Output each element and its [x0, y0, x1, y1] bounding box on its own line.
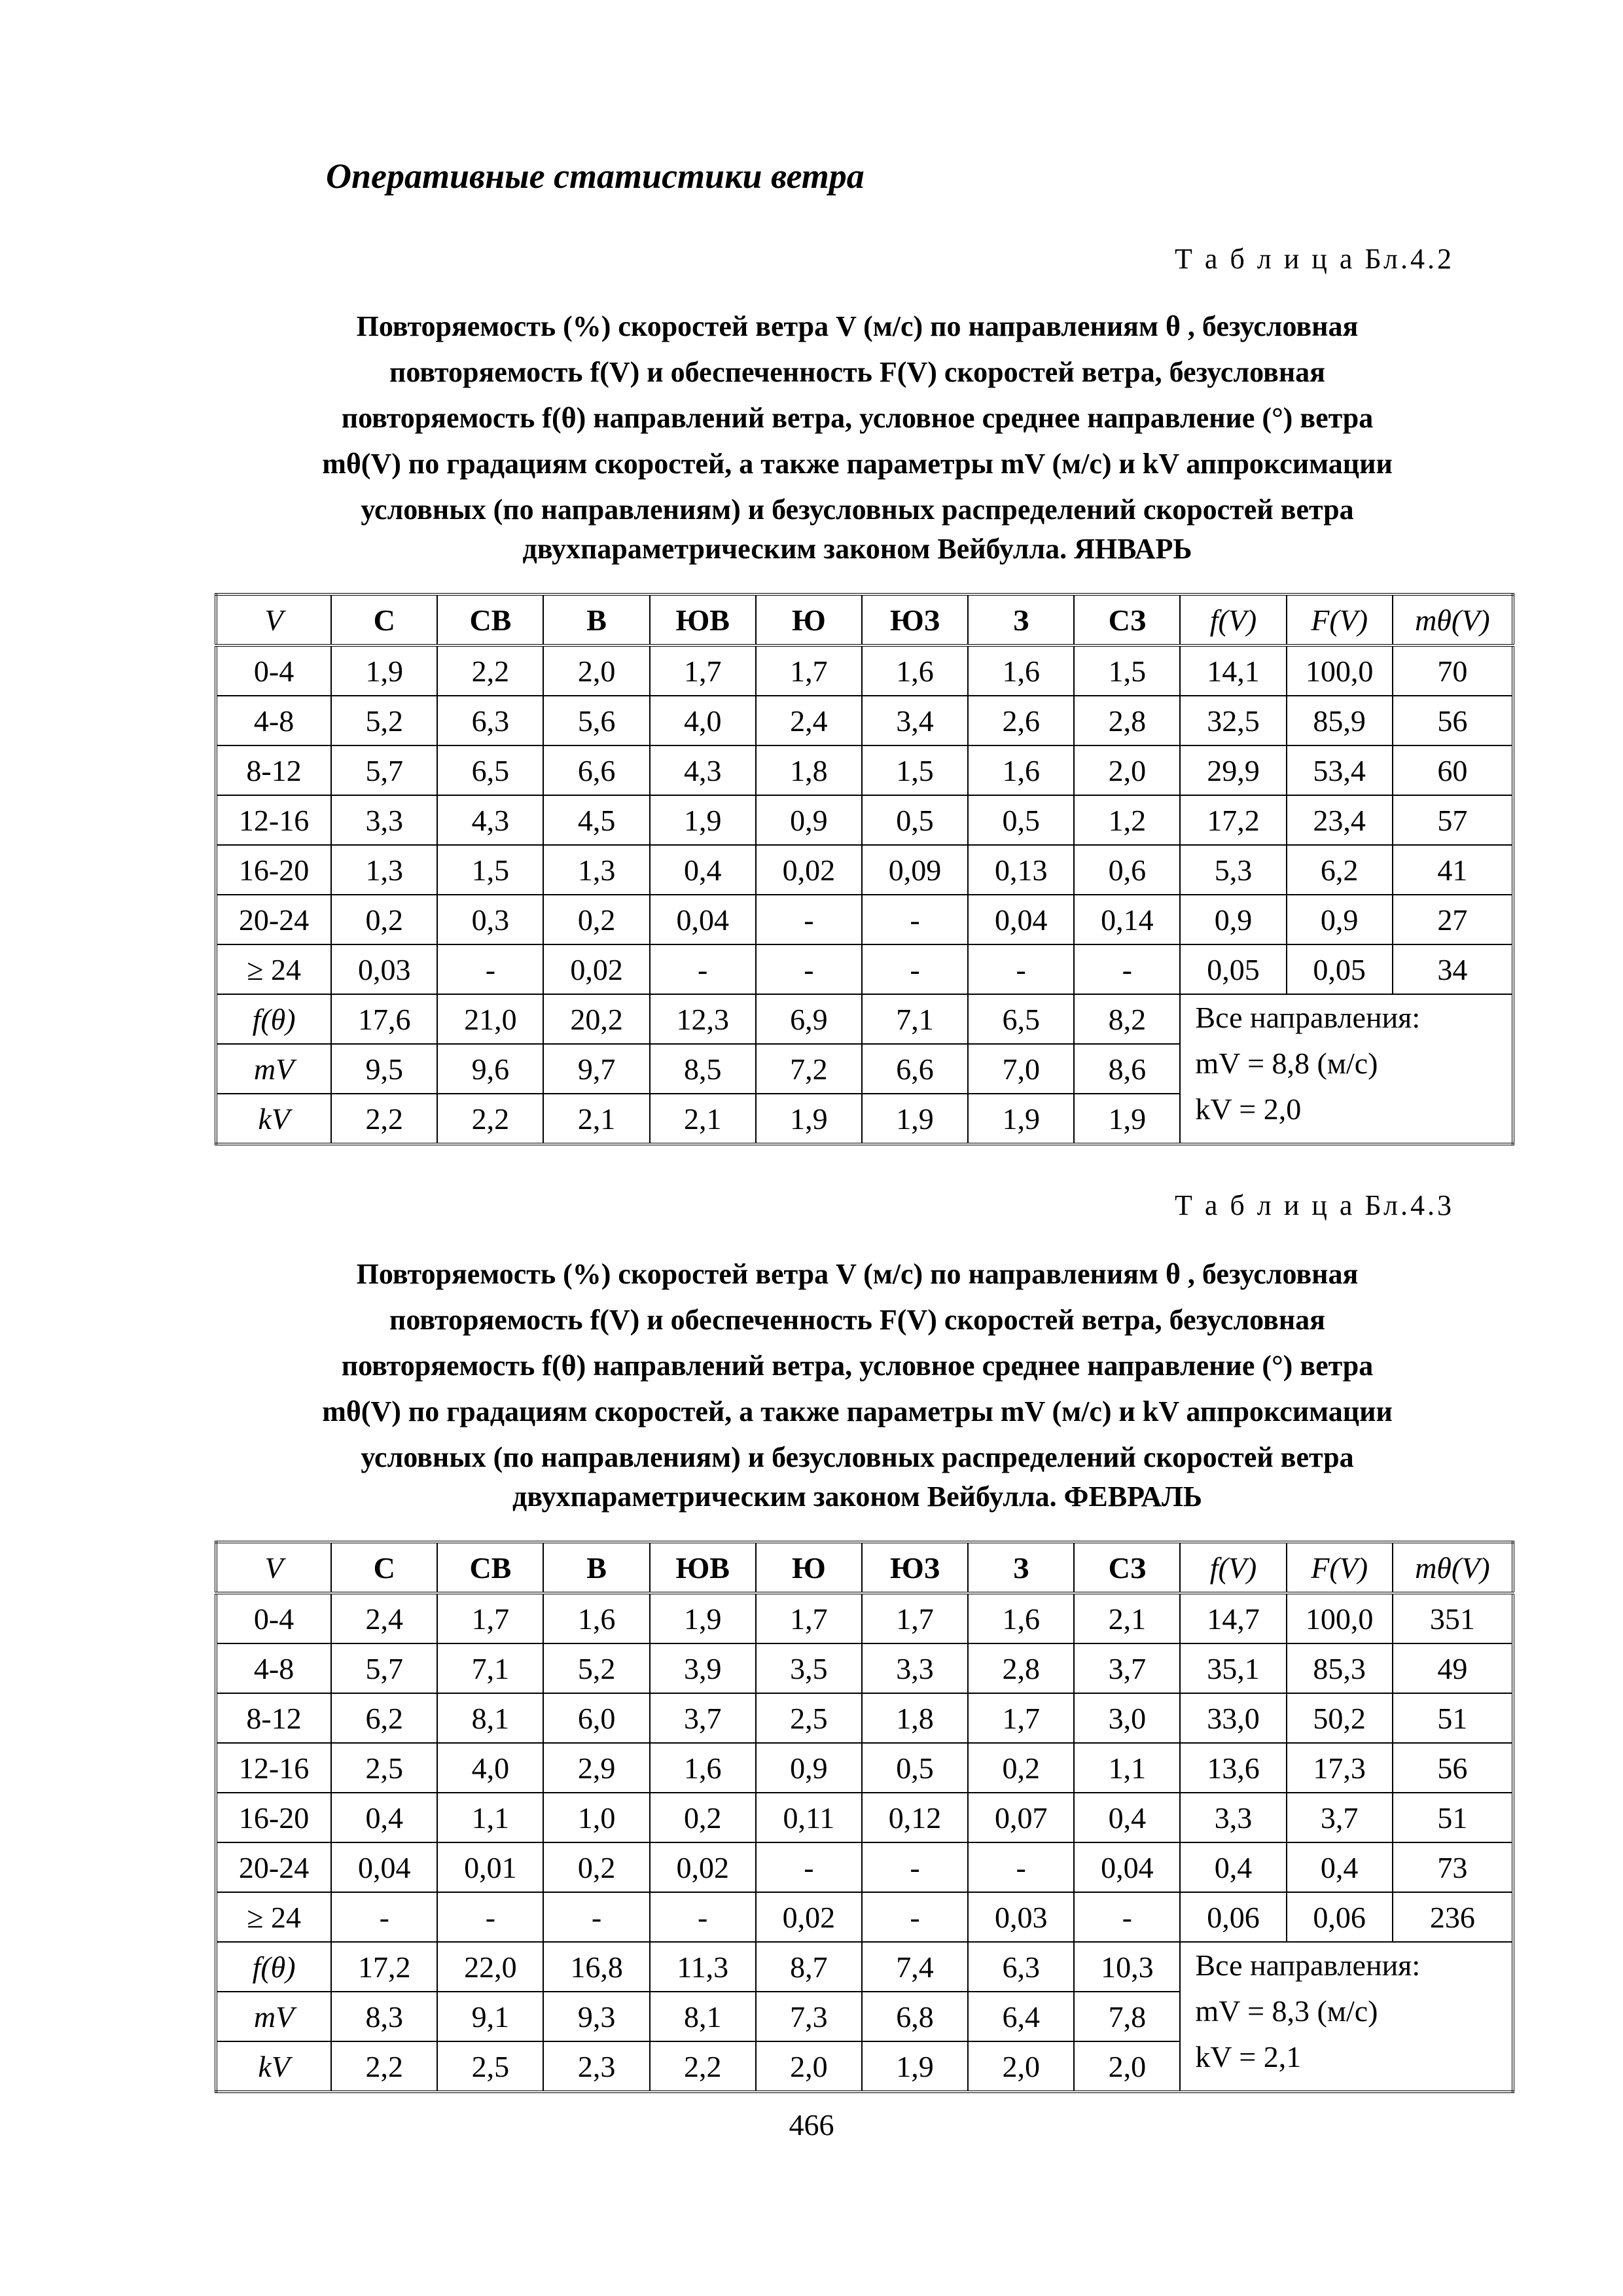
table-cell: 0,2 [543, 1842, 649, 1892]
table-cell: 3,3 [1180, 1793, 1286, 1842]
table-cell: 0,02 [756, 845, 862, 895]
table-cell: 8,5 [650, 1044, 756, 1094]
table-cell: 1,7 [650, 645, 756, 696]
table-cell: 0,9 [756, 1743, 862, 1793]
parameter-label: mV [216, 1992, 331, 2041]
table-cell: 2,9 [543, 1743, 649, 1793]
table-cell: 1,6 [968, 745, 1074, 795]
speed-range-cell: 16-20 [216, 845, 331, 895]
table-cell: 1,7 [756, 645, 862, 696]
column-header: С [331, 1542, 437, 1593]
speed-range-cell: ≥ 24 [216, 1892, 331, 1942]
table-cell: - [437, 1892, 543, 1942]
column-header: В [543, 594, 649, 645]
table-cell: 23,4 [1287, 795, 1393, 845]
table-cell: 1,3 [543, 845, 649, 895]
table-cell: - [1074, 1892, 1180, 1942]
table-cell: 34 [1393, 944, 1513, 994]
table-cell: 5,6 [543, 696, 649, 745]
summary-kv: kV = 2,0 [1195, 1092, 1302, 1126]
table-cell: 3,7 [1074, 1643, 1180, 1693]
parameter-label: mV [216, 1044, 331, 1094]
table-row [216, 944, 1513, 994]
wind-stats-table [215, 593, 1514, 1145]
table-cell: 2,2 [331, 2041, 437, 2092]
table-cell: 0,2 [968, 1743, 1074, 1793]
header-row [216, 1542, 1513, 1593]
table-cell: 0,12 [862, 1793, 968, 1842]
table-cell: 8,7 [756, 1942, 862, 1992]
speed-range-cell: ≥ 24 [216, 944, 331, 994]
table-cell: 0,4 [1180, 1842, 1286, 1892]
column-header: ЮЗ [862, 594, 968, 645]
table-cell: 1,9 [331, 645, 437, 696]
speed-range-cell: 0-4 [216, 645, 331, 696]
table-cell: 5,7 [331, 745, 437, 795]
table-cell: 351 [1393, 1593, 1513, 1643]
table-cell: 2,0 [968, 2041, 1074, 2092]
table-cell: 6,2 [331, 1693, 437, 1743]
table-cell: 53,4 [1287, 745, 1393, 795]
column-header: СЗ [1074, 1542, 1180, 1593]
table-cell: 1,6 [862, 645, 968, 696]
speed-range-cell: 8-12 [216, 745, 331, 795]
all-directions-summary [1180, 1942, 1513, 2092]
table-cell: 20,2 [543, 994, 649, 1044]
table-cell: 35,1 [1180, 1643, 1286, 1693]
wind-stats-table [215, 1541, 1514, 2093]
table-cell: 50,2 [1287, 1693, 1393, 1743]
table-cell: 21,0 [437, 994, 543, 1044]
table-cell: 9,6 [437, 1044, 543, 1094]
table-cell: 4,5 [543, 795, 649, 845]
table-cell: 0,9 [756, 795, 862, 845]
table-cell: - [862, 1842, 968, 1892]
speed-range-cell: 4-8 [216, 696, 331, 745]
table-cell: 2,5 [437, 2041, 543, 2092]
table-cell: - [862, 944, 968, 994]
column-header: mθ(V) [1393, 594, 1513, 645]
table-cell: 0,2 [331, 895, 437, 944]
table-cell: 1,0 [543, 1793, 649, 1842]
table-cell: 1,6 [543, 1593, 649, 1643]
table-cell: 2,0 [1074, 2041, 1180, 2092]
summary-mv: mV = 8,3 (м/с) [1195, 1994, 1378, 2028]
table-cell: 2,8 [1074, 696, 1180, 745]
table-cell: 0,03 [331, 944, 437, 994]
table-cell: 0,2 [650, 1793, 756, 1842]
table-cell: 0,04 [968, 895, 1074, 944]
table-cell: 2,6 [968, 696, 1074, 745]
table-cell: 33,0 [1180, 1693, 1286, 1743]
table-cell: 0,4 [331, 1793, 437, 1842]
column-header: ЮЗ [862, 1542, 968, 1593]
table-cell: 2,8 [968, 1643, 1074, 1693]
table-cell: 1,9 [1074, 1094, 1180, 1144]
table-cell: 0,9 [1180, 895, 1286, 944]
table-cell: 4,0 [437, 1743, 543, 1793]
table-row [216, 1842, 1513, 1892]
table-cell: 6,6 [862, 1044, 968, 1094]
all-directions-summary [1180, 994, 1513, 1144]
table-cell: 6,3 [437, 696, 543, 745]
table-cell: 1,9 [650, 795, 756, 845]
table-cell: 6,8 [862, 1992, 968, 2041]
table-cell: 1,7 [756, 1593, 862, 1643]
table-cell: 5,7 [331, 1643, 437, 1693]
table-cell: 0,06 [1180, 1892, 1286, 1942]
table-cell: 7,2 [756, 1044, 862, 1094]
table-cell: 0,07 [968, 1793, 1074, 1842]
caption-line: повторяемость f(V) и обеспеченность F(V) скоростей ветра, безусловная [389, 356, 1325, 388]
parameter-label: f(θ) [216, 994, 331, 1044]
table-row [216, 845, 1513, 895]
table-cell: 6,6 [543, 745, 649, 795]
table-caption [216, 1251, 1499, 1513]
table-cell: 12,3 [650, 994, 756, 1044]
caption-line: Повторяемость (%) скоростей ветра V (м/с) по направлениям θ , безусловная [356, 310, 1359, 342]
summary-kv: kV = 2,1 [1195, 2040, 1302, 2073]
table-cell: 0,09 [862, 845, 968, 895]
table-cell: - [968, 944, 1074, 994]
caption-line: двухпараметрическим законом Вейбулла. ФЕВРАЛЬ [512, 1480, 1203, 1513]
summary-mv: mV = 8,8 (м/с) [1195, 1047, 1378, 1080]
table-cell: 100,0 [1287, 645, 1393, 696]
column-header: ЮВ [650, 1542, 756, 1593]
table-row [216, 1793, 1513, 1842]
table-cell: 6,5 [968, 994, 1074, 1044]
table-cell: 1,9 [862, 2041, 968, 2092]
table-cell: 0,05 [1180, 944, 1286, 994]
table-row [216, 1892, 1513, 1942]
table-cell: 2,1 [650, 1094, 756, 1144]
table-cell: 3,7 [650, 1693, 756, 1743]
table-cell: 4,0 [650, 696, 756, 745]
table-row [216, 696, 1513, 745]
column-header: СВ [437, 594, 543, 645]
table-cell: 17,2 [1180, 795, 1286, 845]
table-caption [216, 304, 1499, 565]
speed-range-cell: 20-24 [216, 1842, 331, 1892]
table-cell: - [437, 944, 543, 994]
summary-title: Все направления: [1195, 1001, 1421, 1034]
table-cell: 7,1 [437, 1643, 543, 1693]
table-cell: 2,1 [1074, 1593, 1180, 1643]
table-cell: 1,6 [650, 1743, 756, 1793]
table-cell: 1,2 [1074, 795, 1180, 845]
table-cell: 51 [1393, 1793, 1513, 1842]
caption-line: mθ(V) по градациям скоростей, а также параметры mV (м/с) и kV аппроксимации [322, 1395, 1393, 1427]
header-row [216, 594, 1513, 645]
table-cell: 3,0 [1074, 1693, 1180, 1743]
table-cell: 0,06 [1287, 1892, 1393, 1942]
table-cell: 9,5 [331, 1044, 437, 1094]
table-row [216, 1643, 1513, 1693]
table-cell: 7,3 [756, 1992, 862, 2041]
table-cell: 6,5 [437, 745, 543, 795]
table-row [216, 645, 1513, 696]
table-cell: 0,04 [331, 1842, 437, 1892]
table-cell: 73 [1393, 1842, 1513, 1892]
table-cell: 3,9 [650, 1643, 756, 1693]
table-cell: 1,6 [968, 1593, 1074, 1643]
column-header: ЮВ [650, 594, 756, 645]
table-cell: 27 [1393, 895, 1513, 944]
table-cell: 1,5 [437, 845, 543, 895]
table-cell: 6,2 [1287, 845, 1393, 895]
table-cell: 0,5 [862, 795, 968, 845]
column-header: З [968, 1542, 1074, 1593]
table-cell: 1,3 [331, 845, 437, 895]
table-cell: 3,4 [862, 696, 968, 745]
table-cell: 0,5 [968, 795, 1074, 845]
table-label: Т а б л и ц а Бл.4.2 [1174, 243, 1454, 275]
table-cell: 60 [1393, 745, 1513, 795]
table-cell: 8,1 [437, 1693, 543, 1743]
table-cell: 1,5 [1074, 645, 1180, 696]
table-cell: 0,02 [756, 1892, 862, 1942]
table-cell: - [1074, 944, 1180, 994]
table-cell: - [331, 1892, 437, 1942]
table-cell: 0,14 [1074, 895, 1180, 944]
table-cell: 0,4 [1287, 1842, 1393, 1892]
column-header: Ю [756, 1542, 862, 1593]
section-title: Оперативные статистики ветра [326, 156, 865, 196]
table-cell: 1,5 [862, 745, 968, 795]
table-cell: 14,1 [1180, 645, 1286, 696]
table-cell: 17,2 [331, 1942, 437, 1992]
table-cell: 5,2 [543, 1643, 649, 1693]
table-cell: 2,1 [543, 1094, 649, 1144]
table-cell: 3,7 [1287, 1793, 1393, 1842]
table-cell: 7,1 [862, 994, 968, 1044]
table-cell: 1,8 [756, 745, 862, 795]
column-header: F(V) [1287, 1542, 1393, 1593]
table-cell: 9,1 [437, 1992, 543, 2041]
table-cell: 70 [1393, 645, 1513, 696]
caption-line: mθ(V) по градациям скоростей, а также параметры mV (м/с) и kV аппроксимации [322, 448, 1393, 480]
summary-title: Все направления: [1195, 1948, 1421, 1982]
table-cell: 2,5 [331, 1743, 437, 1793]
table-cell: 7,0 [968, 1044, 1074, 1094]
table-cell: 3,3 [331, 795, 437, 845]
table-cell: 1,7 [862, 1593, 968, 1643]
table-cell: 0,02 [650, 1842, 756, 1892]
table-cell: 56 [1393, 696, 1513, 745]
table-cell: 0,3 [437, 895, 543, 944]
table-cell: 10,3 [1074, 1942, 1180, 1992]
parameter-row [216, 1942, 1513, 1992]
table-cell: 2,0 [543, 645, 649, 696]
table-label: Т а б л и ц а Бл.4.3 [1174, 1189, 1454, 1221]
table-cell: 2,4 [756, 696, 862, 745]
table-cell: 32,5 [1180, 696, 1286, 745]
table-cell: 0,6 [1074, 845, 1180, 895]
table-cell: 8,6 [1074, 1044, 1180, 1094]
table-cell: 0,13 [968, 845, 1074, 895]
table-cell: 7,8 [1074, 1992, 1180, 2041]
table-cell: 1,8 [862, 1693, 968, 1743]
column-header: f(V) [1180, 594, 1286, 645]
table-cell: 2,2 [331, 1094, 437, 1144]
table-cell: 2,5 [756, 1693, 862, 1743]
parameter-label: f(θ) [216, 1942, 331, 1992]
table-cell: 14,7 [1180, 1593, 1286, 1643]
table-cell: 2,4 [331, 1593, 437, 1643]
table-cell: - [650, 1892, 756, 1942]
parameter-label: kV [216, 2041, 331, 2092]
table-cell: - [756, 944, 862, 994]
table-cell: 0,5 [862, 1743, 968, 1793]
table-cell: 0,9 [1287, 895, 1393, 944]
table-cell: 2,0 [756, 2041, 862, 2092]
table-cell: 0,2 [543, 895, 649, 944]
caption-line: условных (по направлениям) и безусловных распределений скоростей ветра [361, 1441, 1354, 1473]
caption-line: повторяемость f(V) и обеспеченность F(V) скоростей ветра, безусловная [389, 1304, 1325, 1336]
table-cell: 100,0 [1287, 1593, 1393, 1643]
table-cell: 5,2 [331, 696, 437, 745]
table-cell: 7,4 [862, 1942, 968, 1992]
column-header: Ю [756, 594, 862, 645]
caption-line: условных (по направлениям) и безусловных распределений скоростей ветра [361, 493, 1354, 526]
table-cell: - [756, 895, 862, 944]
table-cell: 0,04 [650, 895, 756, 944]
caption-line: двухпараметрическим законом Вейбулла. ЯНВАРЬ [522, 533, 1192, 565]
column-header: З [968, 594, 1074, 645]
table-cell: 8,1 [650, 1992, 756, 2041]
table-cell: 1,9 [650, 1593, 756, 1643]
table-cell: 2,0 [1074, 745, 1180, 795]
table-cell: 6,9 [756, 994, 862, 1044]
table-cell: 0,01 [437, 1842, 543, 1892]
table-cell: - [968, 1842, 1074, 1892]
table-row [216, 745, 1513, 795]
table-cell: 49 [1393, 1643, 1513, 1693]
table-cell: 41 [1393, 845, 1513, 895]
column-header: F(V) [1287, 594, 1393, 645]
table-cell: 0,4 [650, 845, 756, 895]
table-cell: 16,8 [543, 1942, 649, 1992]
caption-line: Повторяемость (%) скоростей ветра V (м/с) по направлениям θ , безусловная [356, 1258, 1359, 1290]
table-cell: 2,2 [437, 645, 543, 696]
table-cell: - [543, 1892, 649, 1942]
table-cell: 0,04 [1074, 1842, 1180, 1892]
table-cell: 9,7 [543, 1044, 649, 1094]
column-header: V [216, 1542, 331, 1593]
table-cell: 5,3 [1180, 845, 1286, 895]
table-cell: 1,1 [437, 1793, 543, 1842]
table-cell: 22,0 [437, 1942, 543, 1992]
table-cell: 6,3 [968, 1942, 1074, 1992]
table-cell: 0,03 [968, 1892, 1074, 1942]
table-cell: - [862, 1892, 968, 1942]
speed-range-cell: 20-24 [216, 895, 331, 944]
table-cell: 1,6 [968, 645, 1074, 696]
table-cell: 1,1 [1074, 1743, 1180, 1793]
speed-range-cell: 12-16 [216, 795, 331, 845]
table-row [216, 1693, 1513, 1743]
table-row [216, 795, 1513, 845]
table-cell: 4,3 [650, 745, 756, 795]
table-cell: 1,9 [968, 1094, 1074, 1144]
table-cell: 17,3 [1287, 1743, 1393, 1793]
table-cell: 1,9 [756, 1094, 862, 1144]
table-cell: 0,05 [1287, 944, 1393, 994]
table-cell: 1,9 [862, 1094, 968, 1144]
column-header: В [543, 1542, 649, 1593]
table-cell: 8,2 [1074, 994, 1180, 1044]
table-cell: 85,9 [1287, 696, 1393, 745]
table-cell: - [862, 895, 968, 944]
table-cell: 3,3 [862, 1643, 968, 1693]
table-cell: 6,4 [968, 1992, 1074, 2041]
table-cell: 8,3 [331, 1992, 437, 2041]
parameter-row [216, 994, 1513, 1044]
column-header: СЗ [1074, 594, 1180, 645]
table-cell: 4,3 [437, 795, 543, 845]
column-header: V [216, 594, 331, 645]
table-cell: 9,3 [543, 1992, 649, 2041]
table-row [216, 895, 1513, 944]
table-cell: 1,7 [968, 1693, 1074, 1743]
table-cell: 2,2 [437, 1094, 543, 1144]
table-cell: 1,7 [437, 1593, 543, 1643]
table-cell: 17,6 [331, 994, 437, 1044]
table-cell: 0,4 [1074, 1793, 1180, 1842]
table-cell: 13,6 [1180, 1743, 1286, 1793]
table-cell: 6,0 [543, 1693, 649, 1743]
caption-line: повторяемость f(θ) направлений ветра, условное среднее направление (°) ветра [341, 1350, 1374, 1382]
column-header: С [331, 594, 437, 645]
table-cell: 11,3 [650, 1942, 756, 1992]
table-cell: 0,11 [756, 1793, 862, 1842]
speed-range-cell: 8-12 [216, 1693, 331, 1743]
page-number: 466 [789, 2108, 834, 2142]
table-cell: 2,2 [650, 2041, 756, 2092]
table-cell: 3,5 [756, 1643, 862, 1693]
speed-range-cell: 4-8 [216, 1643, 331, 1693]
table-cell: 29,9 [1180, 745, 1286, 795]
speed-range-cell: 0-4 [216, 1593, 331, 1643]
table-cell: 57 [1393, 795, 1513, 845]
table-cell: 51 [1393, 1693, 1513, 1743]
table-cell: 2,3 [543, 2041, 649, 2092]
speed-range-cell: 16-20 [216, 1793, 331, 1842]
caption-line: повторяемость f(θ) направлений ветра, условное среднее направление (°) ветра [341, 402, 1374, 434]
column-header: mθ(V) [1393, 1542, 1513, 1593]
table-cell: 56 [1393, 1743, 1513, 1793]
speed-range-cell: 12-16 [216, 1743, 331, 1793]
table-cell: - [756, 1842, 862, 1892]
table-cell: 0,02 [543, 944, 649, 994]
table-row [216, 1593, 1513, 1643]
table-cell: 85,3 [1287, 1643, 1393, 1693]
column-header: СВ [437, 1542, 543, 1593]
table-row [216, 1743, 1513, 1793]
parameter-label: kV [216, 1094, 331, 1144]
table-cell: 236 [1393, 1892, 1513, 1942]
table-cell: - [650, 944, 756, 994]
column-header: f(V) [1180, 1542, 1286, 1593]
